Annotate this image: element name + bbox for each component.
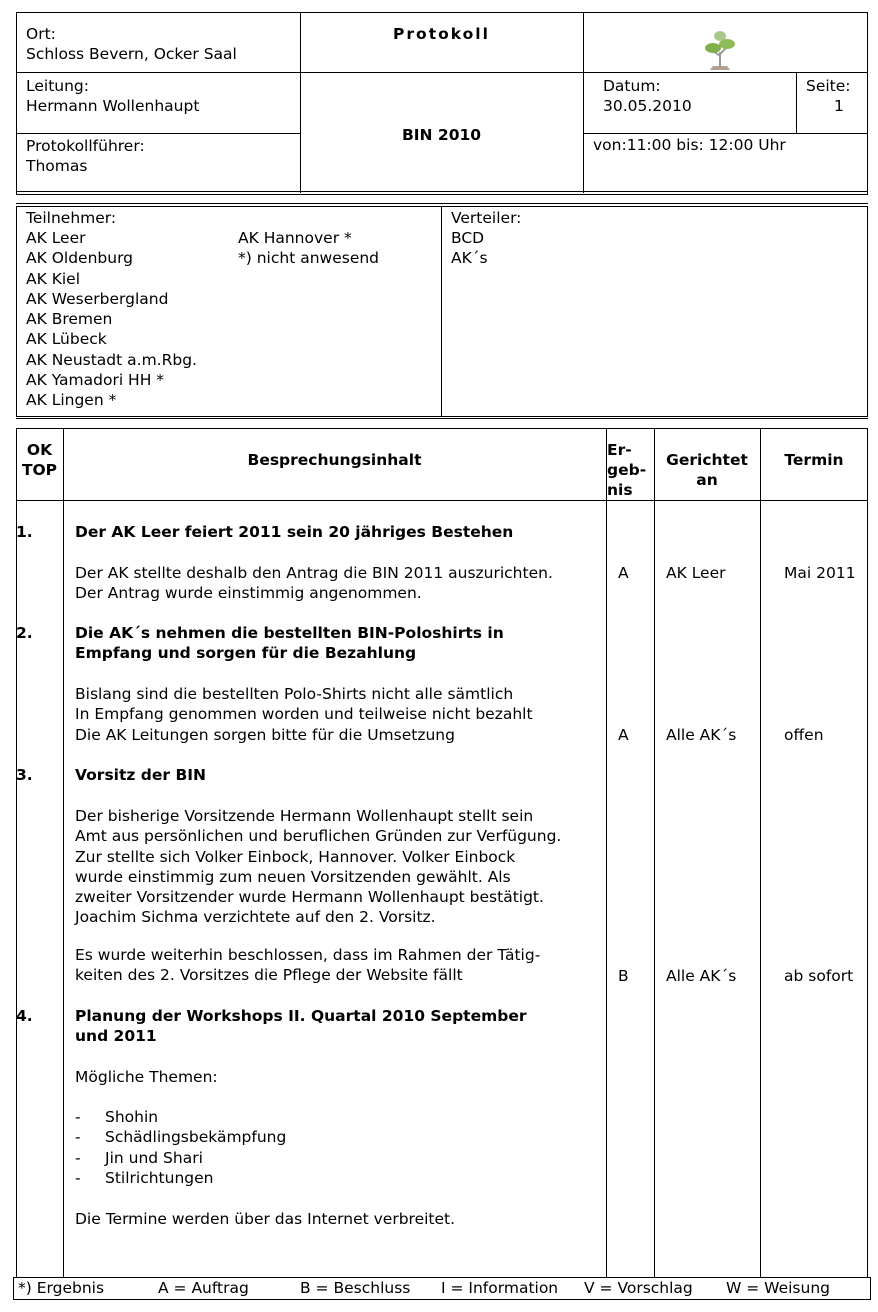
item-body-line: Die AK Leitungen sorgen bitte für die Umsetzung	[75, 725, 455, 744]
item-body	[75, 563, 553, 604]
participants-list	[26, 228, 197, 411]
header-gerichtet-line: Gerichtet	[666, 451, 748, 469]
header-termin: Termin	[784, 451, 844, 469]
bullet-dash: -	[75, 1168, 81, 1187]
legend-beschluss: B = Beschluss	[300, 1279, 411, 1297]
datum-label: Datum:	[603, 77, 661, 95]
participant: AK Yamadori HH *	[26, 371, 165, 390]
list-item	[75, 1127, 286, 1147]
verteiler-label: Verteiler:	[451, 209, 522, 227]
participant: AK Weserbergland	[26, 289, 169, 308]
item-termin: offen	[784, 726, 824, 744]
item-title: Vorsitz der BIN	[75, 766, 207, 784]
topic-label: Shohin	[105, 1108, 159, 1126]
participant: AK Hannover *	[238, 229, 352, 247]
participant: AK Oldenburg	[26, 249, 134, 268]
protokollfuehrer-label: Protokollführer:	[26, 137, 145, 155]
item-number: 1.	[16, 523, 33, 541]
item-body-line: keiten des 2. Vorsitzes die Pflege der Website fällt	[75, 966, 463, 985]
item-body-line: zweiter Vorsitzender wurde Hermann Wollenhaupt bestätigt.	[75, 888, 544, 907]
header-gerichtet-line: an	[696, 471, 718, 489]
header-top-line: TOP	[21, 461, 58, 479]
header-ergebnis-line: geb-	[607, 461, 647, 479]
participant: AK Bremen	[26, 310, 113, 329]
item-ergebnis: B	[618, 967, 629, 985]
participant: AK Kiel	[26, 269, 81, 288]
legend-information: I = Information	[441, 1279, 559, 1297]
topic-label: Jin und Shari	[105, 1148, 203, 1167]
ort-label: Ort:	[26, 25, 56, 43]
item-title-line: Planung der Workshops II. Quartal 2010 September	[75, 1007, 527, 1025]
item-body-line: wurde einstimmig zum neuen Vorsitzenden gewählt. Als	[75, 867, 511, 886]
seite-value: 1	[834, 97, 844, 115]
item-number: 4.	[16, 1007, 33, 1025]
header-gerichtet	[654, 450, 760, 490]
legend-vorschlag: V = Vorschlag	[584, 1279, 693, 1297]
item-body-2	[75, 945, 540, 986]
header-ergebnis-line: Er-	[607, 441, 632, 459]
verteiler-list	[451, 228, 488, 269]
item-gerichtet: Alle AK´s	[666, 726, 737, 744]
item-body-line: In Empfang genommen worden und teilweise nicht bezahlt	[75, 705, 533, 724]
bonsai-logo-icon	[700, 24, 740, 72]
verteiler-item: AK´s	[451, 249, 488, 268]
meeting-subject: BIN 2010	[401, 126, 482, 144]
participant: AK Lübeck	[26, 330, 107, 349]
item-body-line: Joachim Sichma verzichtete auf den 2. Vorsitz.	[75, 908, 436, 927]
item-title-line: und 2011	[75, 1027, 157, 1046]
item-body-line: Der AK stellte deshalb den Antrag die BIN 2011 auszurichten.	[75, 564, 553, 582]
item-ergebnis: A	[618, 564, 629, 582]
item-body-line: Es wurde weiterhin beschlossen, dass im Rahmen der Tätig-	[75, 946, 541, 964]
item-body	[75, 684, 533, 745]
participant: AK Lingen *	[26, 391, 117, 410]
header-content: Besprechungsinhalt	[247, 451, 422, 469]
item-body	[75, 806, 561, 928]
header-top	[16, 440, 63, 480]
item-gerichtet: Alle AK´s	[666, 967, 737, 985]
item-ergebnis: A	[618, 726, 629, 744]
item-title: Der AK Leer feiert 2011 sein 20 jähriges Bestehen	[75, 523, 514, 541]
item-intro: Mögliche Themen:	[75, 1068, 218, 1086]
item-title-line: Die AK´s nehmen die bestellten BIN-Poloshirts in	[75, 624, 504, 642]
bullet-dash: -	[75, 1128, 81, 1147]
legend-weisung: W = Weisung	[726, 1279, 830, 1297]
item-body-line: Der bisherige Vorsitzende Hermann Wollenhaupt stellt sein	[75, 807, 534, 825]
item-number: 3.	[16, 766, 33, 784]
datum-value: 30.05.2010	[603, 97, 692, 115]
ort-value: Schloss Bevern, Ocker Saal	[26, 45, 237, 63]
list-item	[75, 1148, 286, 1168]
item-gerichtet: AK Leer	[666, 564, 726, 582]
item-termin: Mai 2011	[784, 564, 856, 582]
item-body-line: Amt aus persönlichen und beruflichen Gründen zur Verfügung.	[75, 827, 562, 846]
document-title: Protokoll	[393, 25, 490, 43]
participant: AK Neustadt a.m.Rbg.	[26, 350, 197, 369]
list-item	[75, 1168, 286, 1188]
protokollfuehrer-value: Thomas	[26, 157, 88, 175]
item-title	[75, 1006, 527, 1047]
participants-list-2	[238, 228, 379, 269]
item-outro: Die Termine werden über das Internet verbreitet.	[75, 1210, 456, 1228]
bullet-dash: -	[75, 1148, 81, 1167]
legend-ergebnis: *) Ergebnis	[18, 1279, 105, 1297]
meeting-time: von:11:00 bis: 12:00 Uhr	[593, 136, 786, 154]
item-body-line: Der Antrag wurde einstimmig angenommen.	[75, 584, 422, 603]
header-ergebnis	[607, 440, 646, 500]
topic-list	[75, 1107, 286, 1188]
leitung-value: Hermann Wollenhaupt	[26, 97, 200, 115]
item-termin: ab sofort	[784, 967, 854, 985]
legend-auftrag: A = Auftrag	[158, 1279, 249, 1297]
verteiler-item: BCD	[451, 229, 485, 247]
header-ergebnis-line: nis	[607, 481, 633, 499]
topic-label: Schädlingsbekämpfung	[105, 1128, 287, 1147]
item-number: 2.	[16, 624, 33, 642]
header-top-line: OK	[26, 441, 53, 459]
leitung-label: Leitung:	[26, 77, 89, 95]
list-item	[75, 1107, 286, 1127]
item-body-line: Zur stellte sich Volker Einbock, Hannover. Volker Einbock	[75, 847, 516, 866]
topic-label: Stilrichtungen	[105, 1168, 214, 1187]
participants-label: Teilnehmer:	[26, 209, 117, 227]
absence-note: *) nicht anwesend	[238, 249, 380, 268]
item-title	[75, 623, 504, 664]
bullet-dash: -	[75, 1108, 81, 1126]
participant: AK Leer	[26, 229, 86, 247]
seite-label: Seite:	[806, 77, 851, 95]
item-title-line: Empfang und sorgen für die Bezahlung	[75, 644, 417, 663]
item-body-line: Bislang sind die bestellten Polo-Shirts nicht alle sämtlich	[75, 685, 514, 703]
